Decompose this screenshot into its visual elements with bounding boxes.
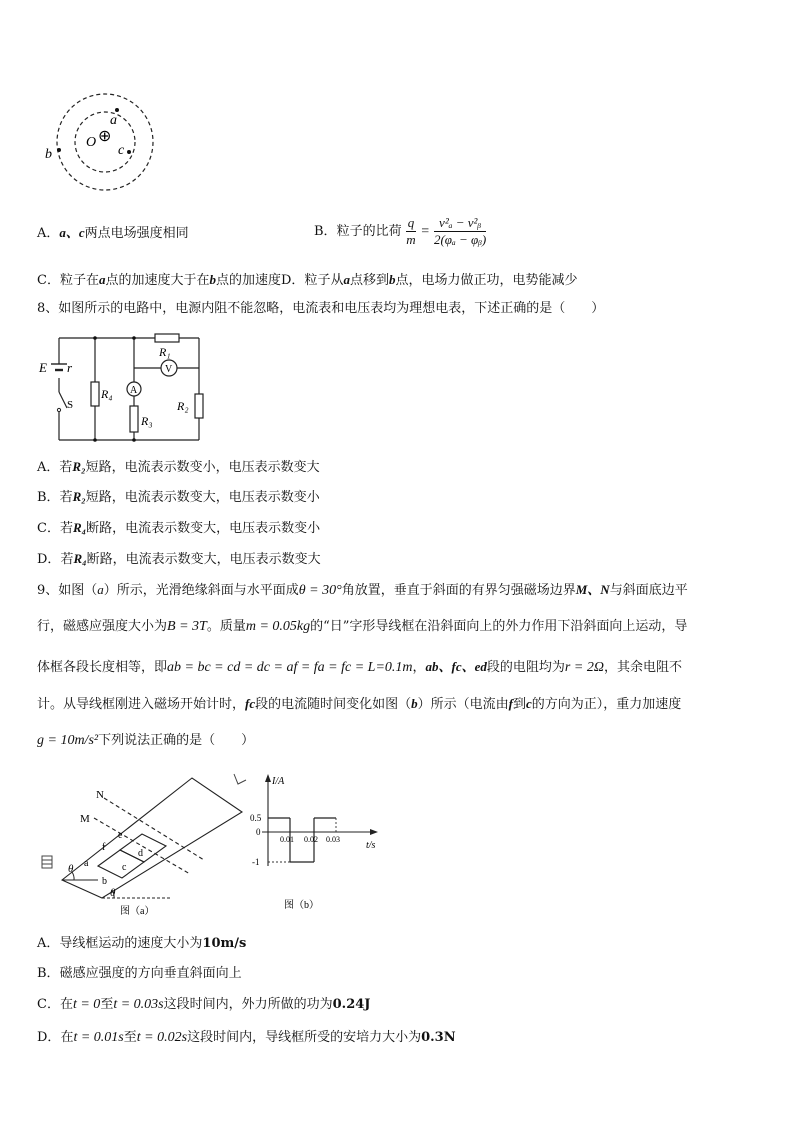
r3-resistor bbox=[130, 406, 138, 432]
equals-sign: = bbox=[420, 224, 430, 239]
center-label: O bbox=[86, 135, 97, 150]
option-letter: B． bbox=[314, 224, 337, 239]
q7-option-c bbox=[37, 271, 577, 290]
q7-option-a bbox=[37, 224, 189, 243]
q9-stem-line-5: g = 10m/s²下列说法正确的是（ ） bbox=[37, 733, 255, 748]
label-f: f bbox=[102, 842, 106, 853]
label-m: M bbox=[80, 813, 90, 825]
wire-frame bbox=[98, 834, 166, 878]
internal-resistance-label: r bbox=[67, 360, 73, 375]
figure-a-caption: 图（a） bbox=[120, 906, 155, 917]
point-b: b bbox=[388, 272, 396, 287]
boundary-m-line bbox=[94, 818, 190, 874]
option-text: 点移到 bbox=[349, 273, 389, 288]
option-text: 粒子从 bbox=[304, 273, 344, 288]
label-d: d bbox=[138, 848, 143, 859]
option-text: 点的加速度大于在 bbox=[105, 273, 210, 288]
rhs-fraction: $\frac{\text{v²ₐ − v²ᵦ}}{\text{2(φₐ − φᵦ)}}$ bbox=[433, 215, 487, 247]
r4-label: R₄ bbox=[101, 387, 113, 401]
label-theta-1: θ bbox=[68, 863, 74, 875]
point-b-label: b bbox=[45, 147, 52, 162]
y-tick-neg-1: -1 bbox=[252, 857, 260, 867]
r2-label: R₂ bbox=[177, 399, 189, 413]
r3-label: R₃ bbox=[141, 414, 153, 428]
x-tick-0-03: 0.03 bbox=[326, 835, 340, 844]
q9-option-d: D．在t = 0.01s至t = 0.02s这段时间内，导线框所受的安培力大小为0.3N bbox=[37, 1030, 456, 1045]
emf-label: E bbox=[39, 360, 47, 375]
label-b: b bbox=[102, 876, 107, 887]
x-axis-label: t/s bbox=[366, 840, 376, 851]
junction-dot bbox=[93, 336, 97, 340]
option-d-letter: D． bbox=[281, 273, 305, 288]
label-n: N bbox=[96, 789, 104, 801]
point-c-label: c bbox=[118, 143, 125, 158]
q8-option-c: C．若R₄断路，电流表示数变大，电压表示数变小 bbox=[37, 520, 321, 536]
switch-blade bbox=[59, 392, 67, 408]
junction-dot bbox=[132, 336, 136, 340]
point-c-dot bbox=[127, 150, 131, 154]
q9-option-c: C．在t = 0至t = 0.03s这段时间内，外力所做的功为0.24J bbox=[37, 997, 371, 1012]
r4-resistor bbox=[91, 382, 99, 406]
q8-option-b: B．若R₂短路，电流表示数变大，电压表示数变小 bbox=[37, 489, 320, 505]
label-a: a bbox=[84, 858, 89, 869]
y-arrow bbox=[265, 774, 271, 782]
option-text: 粒子在 bbox=[59, 273, 99, 288]
x-tick-0-02: 0.02 bbox=[304, 835, 318, 844]
q8-circuit-figure bbox=[37, 330, 212, 448]
y-tick-0: 0 bbox=[256, 827, 261, 837]
option-text: 两点电场强度相同 bbox=[84, 226, 189, 241]
option-letter: A． bbox=[37, 226, 60, 241]
q9-stem-line-4: 计。从导线框刚进入磁场开始计时，fc段的电流随时间变化如图（b）所示（电流由f到c的方向为正），重力加速度 bbox=[37, 696, 682, 712]
q9-figure-b bbox=[248, 770, 388, 915]
q8-stem: 8、如图所示的电路中，电源内阻不能忽略，电流表和电压表均为理想电表，下述正确的是（ ） bbox=[37, 301, 605, 316]
q9-stem-line-2: 行，磁感应强度大小为B = 3T。质量m = 0.05kg的“日”字形导线框在沿斜面向上的外力作用下沿斜面向上运动，导 bbox=[37, 619, 688, 634]
q8-option-a: A．若R₂短路，电流表示数变小，电压表示数变大 bbox=[37, 459, 320, 475]
x-tick-0-01: 0.01 bbox=[280, 835, 294, 844]
x-arrow bbox=[370, 829, 378, 835]
switch-label: S bbox=[67, 399, 74, 411]
junction-dot bbox=[132, 438, 136, 442]
lhs-fraction: $\frac{q}{m}$ bbox=[406, 215, 416, 247]
r1-label: R₁ bbox=[159, 345, 171, 359]
q7-circles-figure bbox=[40, 88, 165, 198]
junction-dot bbox=[93, 438, 97, 442]
ammeter-label: A bbox=[130, 385, 138, 396]
q9-option-a: A．导线框运动的速度大小为10m/s bbox=[37, 936, 247, 951]
y-axis-label: I/A bbox=[272, 776, 285, 787]
r1-resistor bbox=[155, 334, 179, 342]
point-a: a bbox=[98, 272, 106, 287]
pulley-icon bbox=[42, 774, 246, 868]
point-a: a bbox=[343, 272, 350, 287]
label-c: c bbox=[122, 862, 127, 873]
label-e: e bbox=[118, 830, 123, 841]
option-text: 粒子的比荷 bbox=[336, 224, 402, 239]
r2-resistor bbox=[195, 394, 203, 418]
option-points: a、c bbox=[59, 225, 85, 240]
q8-option-d: D．若R₄断路，电流表示数变大，电压表示数变大 bbox=[37, 551, 321, 567]
y-tick-0-5: 0.5 bbox=[250, 813, 262, 823]
point-b: b bbox=[209, 272, 216, 287]
q9-option-b: B．磁感应强度的方向垂直斜面向上 bbox=[37, 966, 242, 981]
q9-stem-line-1: 9、如图（a）所示，光滑绝缘斜面与水平面成θ = 30°角放置，垂直于斜面的有界匀强磁场边界M、N与斜面底边平 bbox=[37, 582, 688, 598]
q7-option-b bbox=[314, 214, 486, 250]
option-text: 点，电场力做正功，电势能减少 bbox=[395, 273, 578, 288]
label-theta-2: θ bbox=[110, 887, 116, 899]
q9-stem-line-3: 体框各段长度相等，即ab = bc = cd = dc = af = fa = fc = L=0.1m，ab、fc、ed段的电阻均为r = 2Ω，其余电阻不 bbox=[37, 659, 682, 675]
center-symbol: ⊕ bbox=[98, 128, 112, 145]
point-b-dot bbox=[57, 148, 61, 152]
option-letter: C． bbox=[37, 273, 60, 288]
point-a-label: a bbox=[110, 113, 117, 128]
point-a-dot bbox=[115, 108, 119, 112]
option-text: 点的加速度 bbox=[215, 273, 281, 288]
figure-b-caption: 图（b） bbox=[284, 900, 319, 911]
voltmeter-label: V bbox=[165, 364, 173, 375]
switch-contact bbox=[57, 408, 60, 411]
q9-figure-a bbox=[40, 770, 255, 920]
